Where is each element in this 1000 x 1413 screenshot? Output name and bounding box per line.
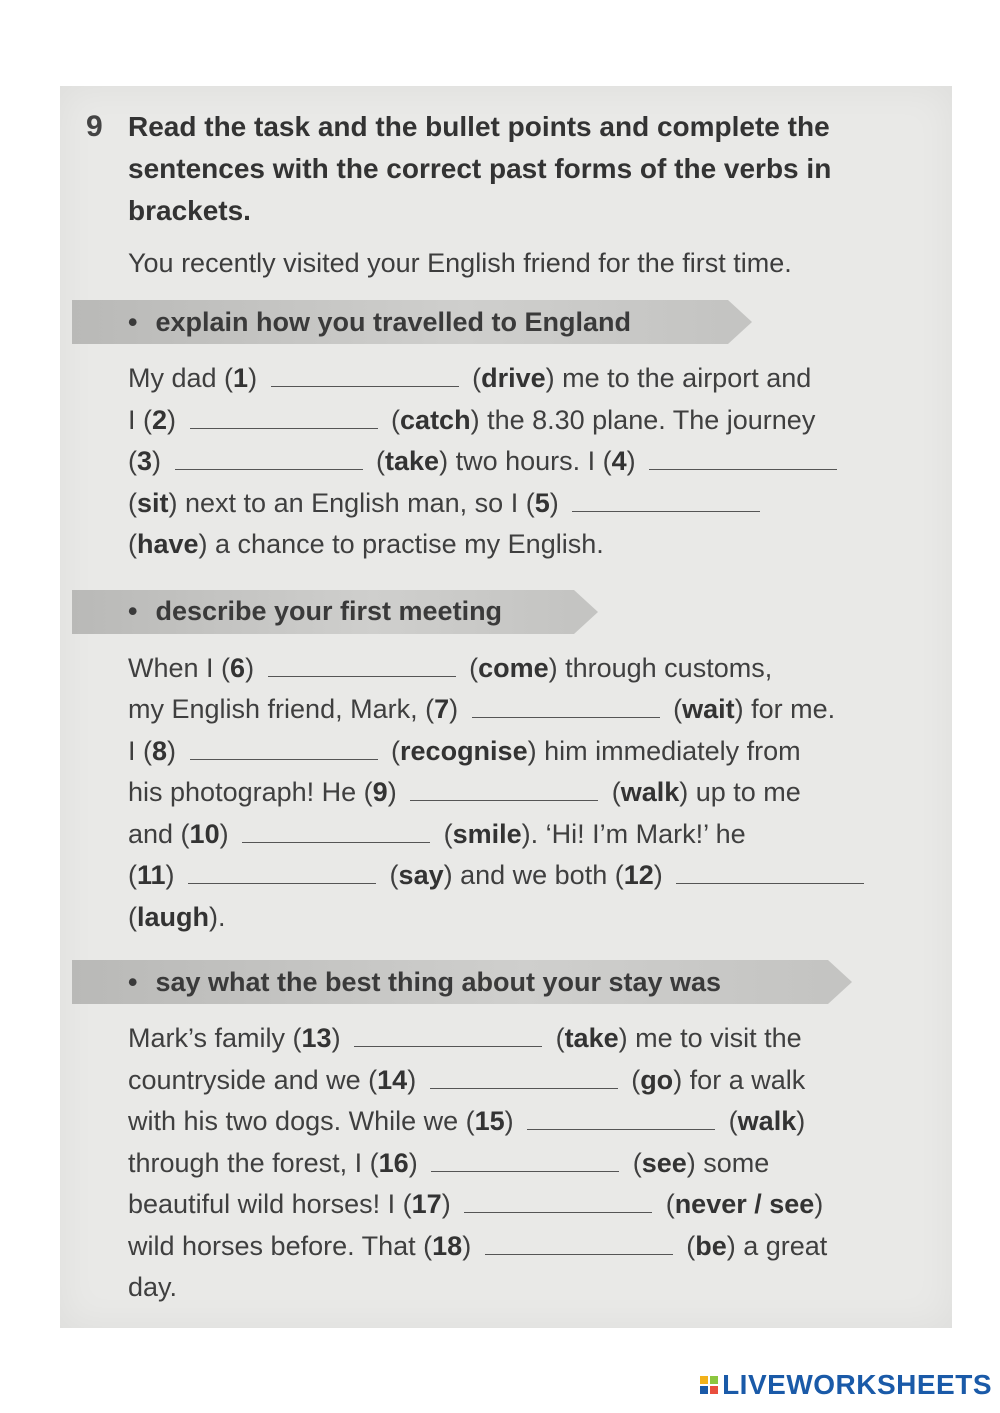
paragraph-line (128, 897, 938, 939)
paragraph-line (128, 483, 938, 525)
section-banner-1 (72, 300, 728, 344)
sentence-text: ( (383, 404, 401, 435)
sentence-text: ) a great (726, 1230, 828, 1261)
paragraph-line (128, 524, 938, 566)
paragraph-line (128, 1018, 938, 1060)
sentence-text: I ( (128, 404, 152, 435)
answer-blank[interactable] (464, 1190, 652, 1213)
sentence-text: ) (167, 404, 184, 435)
sentence-text: ) (331, 1023, 349, 1053)
sentence-text: his photograph! He ( (128, 777, 373, 807)
verb-prompt: catch (400, 404, 471, 435)
section-paragraph-2 (128, 648, 938, 939)
sentence-text: ( (128, 901, 137, 932)
answer-blank[interactable] (271, 364, 459, 387)
sentence-text: countryside and we ( (128, 1064, 378, 1095)
verb-prompt: say (398, 860, 444, 890)
gap-number: 9 (372, 777, 388, 807)
logo-text: LIVEWORKSHEETS (722, 1369, 992, 1400)
verb-prompt: be (695, 1230, 727, 1261)
sentence-text: day. (128, 1272, 178, 1302)
verb-prompt: never / see (674, 1189, 815, 1219)
sentence-text: wild horses before. That ( (128, 1230, 433, 1261)
paragraph-line (128, 400, 938, 442)
paragraph-line (128, 441, 938, 483)
sentence-text: ) (245, 652, 262, 683)
sentence-text: ( (383, 735, 401, 766)
gap-number: 4 (611, 446, 627, 476)
answer-blank[interactable] (190, 406, 378, 429)
gap-number: 14 (377, 1064, 408, 1095)
sentence-text: ( (128, 487, 137, 518)
sentence-text: ) (219, 818, 237, 849)
sentence-text: ) (653, 860, 671, 890)
sentence-text: ) (387, 777, 405, 807)
paragraph-line (128, 855, 938, 897)
sentence-text: ( (625, 1147, 642, 1178)
sentence-text: ( (604, 777, 621, 807)
answer-blank[interactable] (527, 1107, 715, 1130)
section-heading: say what the best thing about your stay was (155, 966, 722, 997)
section-paragraph-3 (128, 1018, 938, 1309)
section-banner-2 (72, 590, 574, 634)
sentence-text: ) some (686, 1147, 770, 1178)
verb-prompt: take (564, 1023, 619, 1053)
gap-number: 2 (152, 404, 168, 435)
task-intro: You recently visited your English friend for the first time. (128, 248, 792, 278)
sentence-text: ) (441, 1189, 459, 1219)
verb-prompt: laugh (137, 901, 209, 932)
paragraph-line (128, 1060, 938, 1102)
answer-blank[interactable] (175, 447, 363, 470)
paragraph-line (128, 1143, 938, 1185)
sentence-text: ). (209, 901, 226, 932)
verb-prompt: see (641, 1147, 687, 1178)
sentence-text: ( (623, 1064, 641, 1095)
answer-blank[interactable] (649, 447, 837, 470)
sentence-text: Mark’s family ( (128, 1023, 302, 1053)
gap-number: 15 (474, 1106, 505, 1136)
sentence-text: ). ‘Hi! I’m Mark!’ he (521, 818, 746, 849)
sentence-text: ( (128, 446, 137, 476)
verb-prompt: recognise (400, 735, 528, 766)
task-instruction (86, 106, 938, 232)
worksheet-content (86, 106, 938, 1309)
sentence-text: ) up to me (679, 777, 801, 807)
sentence-text: ( (721, 1106, 738, 1136)
verb-prompt: take (385, 446, 440, 476)
sentence-text: and ( (128, 818, 190, 849)
paragraph-line (128, 1226, 938, 1268)
sentence-text: ) for me. (734, 694, 836, 724)
section-banner-3 (72, 960, 828, 1004)
paragraph-line (128, 1267, 938, 1309)
sentence-text: ) (408, 1147, 426, 1178)
gap-number: 5 (534, 487, 550, 518)
sentence-text: When I ( (128, 652, 231, 683)
sentence-text: ) next to an English man, so I ( (168, 487, 535, 518)
paragraph-line (128, 689, 938, 731)
sentence-text: ( (128, 860, 137, 890)
sentence-text: ) (407, 1064, 424, 1095)
logo-icon (700, 1376, 718, 1394)
gap-number: 17 (411, 1189, 442, 1219)
sentence-text: ) (504, 1106, 522, 1136)
sentence-text: ( (464, 363, 482, 393)
verb-prompt: come (478, 652, 549, 683)
sentence-text: ( (368, 446, 386, 476)
paragraph-line (128, 1101, 938, 1143)
sentence-text: ) me to visit the (618, 1023, 802, 1053)
verb-prompt: sit (137, 487, 169, 518)
sentence-text: ) (549, 487, 567, 518)
gap-number: 13 (301, 1023, 332, 1053)
gap-number: 18 (432, 1230, 463, 1261)
sentence-text: ( (665, 694, 683, 724)
sentence-text: ( (658, 1189, 675, 1219)
section-heading: describe your first meeting (155, 596, 503, 626)
answer-blank[interactable] (242, 820, 430, 843)
sentence-text: ) (796, 1106, 806, 1136)
bullet-icon: • (128, 306, 138, 337)
verb-prompt: wait (682, 694, 735, 724)
paragraph-line (128, 814, 938, 856)
answer-blank[interactable] (268, 654, 456, 677)
gap-number: 8 (152, 735, 168, 766)
gap-number: 1 (233, 363, 249, 393)
answer-blank[interactable] (572, 489, 760, 512)
sentence-text: ) (626, 446, 644, 476)
sentence-text: ) (814, 1189, 824, 1219)
answer-blank[interactable] (190, 737, 378, 760)
sentence-text: ) the 8.30 plane. The journey (470, 404, 816, 435)
answer-blank[interactable] (472, 695, 660, 718)
sentence-text: ) a chance to practise my English. (198, 529, 604, 559)
paragraph-line (128, 358, 938, 400)
paragraph-line (128, 731, 938, 773)
gap-number: 11 (137, 860, 166, 890)
sentence-text: My dad ( (128, 363, 234, 393)
answer-blank[interactable] (188, 861, 376, 884)
paragraph-line (128, 772, 938, 814)
section-paragraph-1 (128, 358, 938, 566)
verb-prompt: walk (737, 1106, 797, 1136)
gap-number: 6 (230, 652, 246, 683)
verb-prompt: walk (620, 777, 680, 807)
verb-prompt: have (137, 529, 199, 559)
sentence-text: ( (436, 818, 453, 849)
sentence-text: through the forest, I ( (128, 1147, 379, 1178)
sentence-text: with his two dogs. While we ( (128, 1106, 475, 1136)
answer-blank[interactable] (410, 778, 598, 801)
sentence-text: ) (462, 1230, 479, 1261)
gap-number: 16 (378, 1147, 409, 1178)
bullet-icon: • (128, 966, 138, 997)
answer-blank[interactable] (485, 1232, 673, 1255)
answer-blank[interactable] (431, 1149, 619, 1172)
gap-number: 10 (189, 818, 220, 849)
task-number: 9 (86, 110, 103, 143)
sentence-text: ( (382, 860, 399, 890)
sentence-text: ) (165, 860, 183, 890)
verb-prompt: go (640, 1064, 674, 1095)
sentence-text: ) him immediately from (527, 735, 801, 766)
sentence-text: ( (678, 1230, 696, 1261)
sentence-text: ) (248, 363, 265, 393)
gap-number: 7 (434, 694, 450, 724)
answer-blank[interactable] (676, 861, 864, 884)
sentence-text: I ( (128, 735, 152, 766)
sentence-text: ( (128, 529, 137, 559)
instruction-text: Read the task and the bullet points and complete the sentences with the correct past forms of the verbs in brackets. (128, 111, 832, 226)
sentence-text: ( (461, 652, 479, 683)
bullet-icon: • (128, 596, 138, 626)
gap-number: 3 (137, 446, 153, 476)
verb-prompt: smile (452, 818, 522, 849)
sentence-text: ) through customs, (548, 652, 773, 683)
verb-prompt: drive (481, 363, 546, 393)
section-heading: explain how you travelled to England (155, 306, 632, 337)
gap-number: 12 (623, 860, 654, 890)
sentence-text: ) (152, 446, 169, 476)
sentence-text: ) for a walk (673, 1064, 806, 1095)
sentence-text: ) (449, 694, 466, 724)
sentence-text: ) me to the airport and (545, 363, 812, 393)
sentence-text: ) (167, 735, 184, 766)
sentence-text: beautiful wild horses! I ( (128, 1189, 412, 1219)
sentence-text: ) and we both ( (443, 860, 624, 890)
worksheet-page (60, 86, 952, 1328)
sentence-text: ) two hours. I ( (439, 446, 612, 476)
sentence-text: my English friend, Mark, ( (128, 694, 435, 724)
paragraph-line (128, 648, 938, 690)
liveworksheets-logo (700, 1369, 992, 1401)
answer-blank[interactable] (430, 1066, 618, 1089)
paragraph-line (128, 1184, 938, 1226)
sentence-text: ( (548, 1023, 565, 1053)
answer-blank[interactable] (354, 1024, 542, 1047)
